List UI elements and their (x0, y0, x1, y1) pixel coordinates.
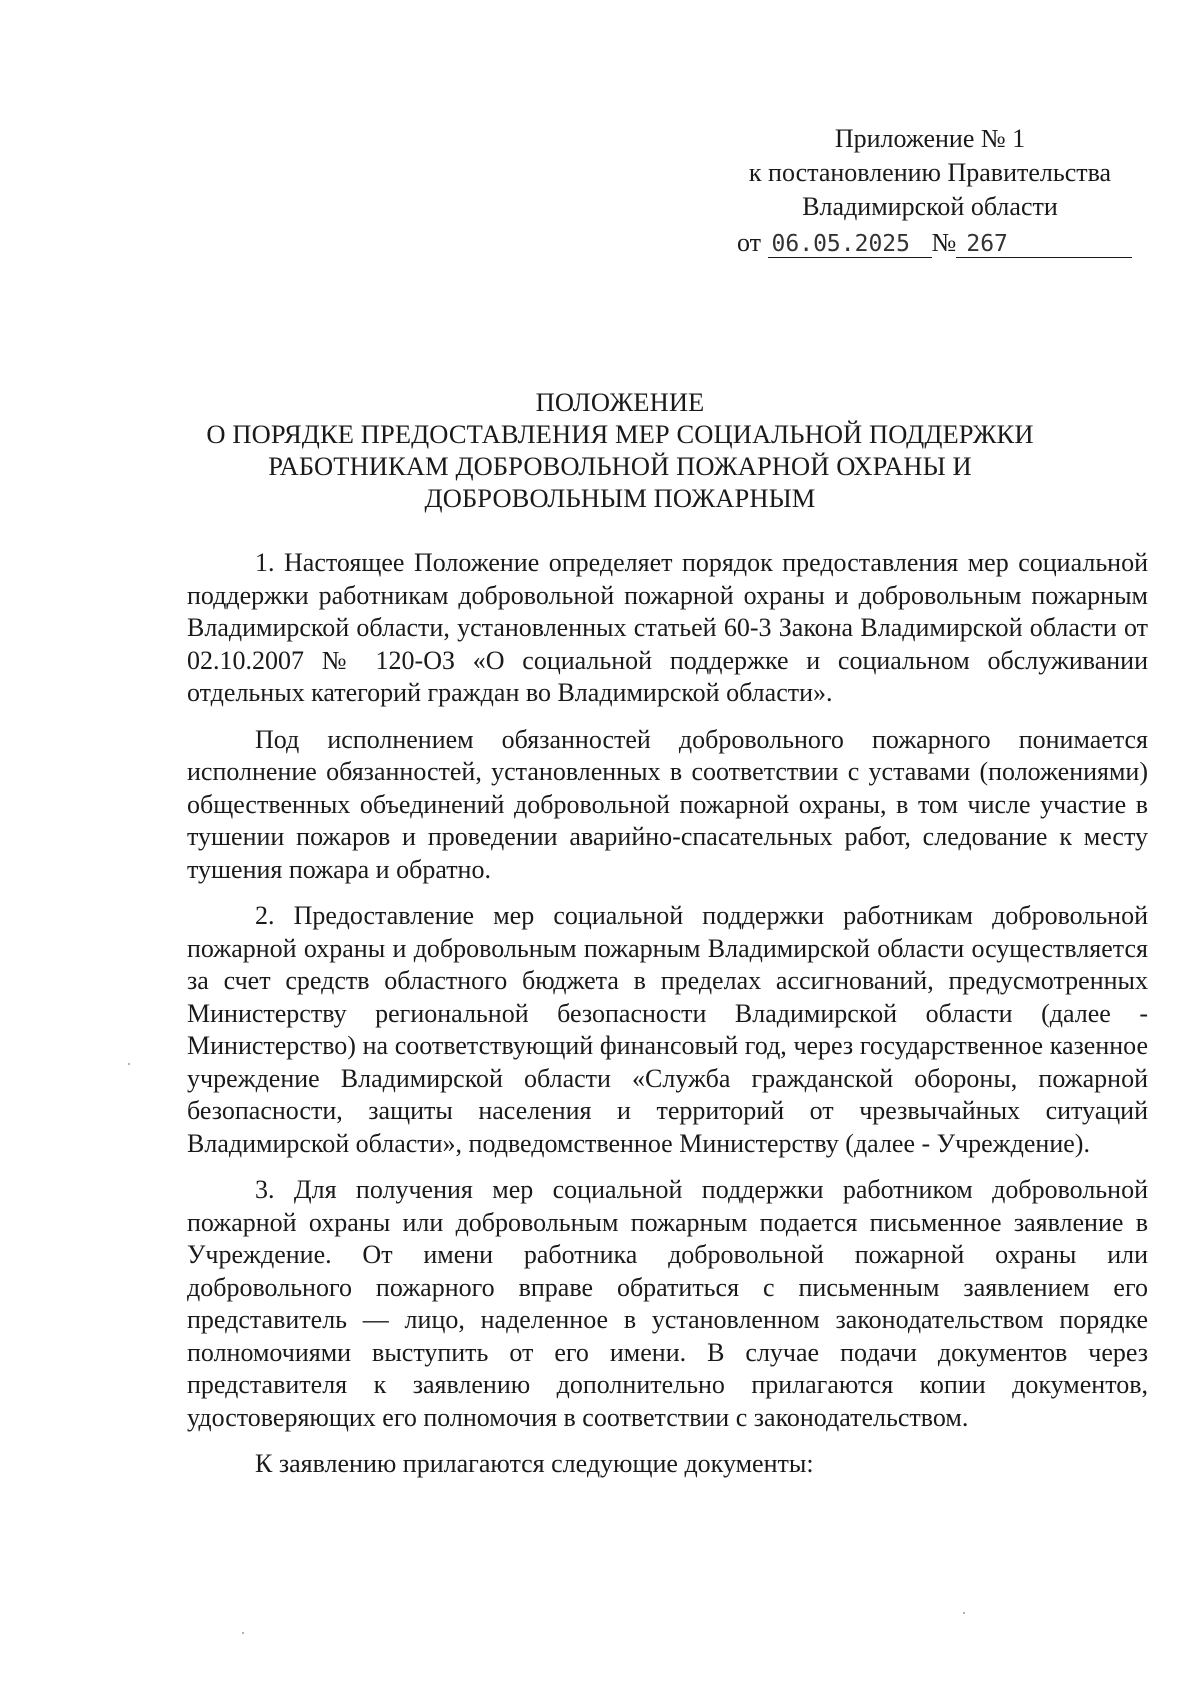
date-prefix: от (737, 228, 762, 257)
appendix-date-number-line (720, 226, 1140, 260)
date-field (768, 230, 932, 258)
scan-speck (128, 1063, 130, 1065)
title-line-3: РАБОТНИКАМ ДОБРОВОЛЬНОЙ ПОЖАРНОЙ ОХРАНЫ И (268, 451, 972, 481)
paragraph-4: 3. Для получения мер социальной поддержки работником добровольной пожарной охраны или добровольным пожарным подается письменное заявление в Учреждение. От имени работника добровольной пожарной охраны или добровольного пожарного вправе обратиться с письменным заявлением его представитель — лицо, наделенное в установленном законодательством порядке полномочиями выступить от его имени. В случае подачи документов через представителя к заявлению дополнительно прилагаются копии документов, удостоверяющих его полномочия в соответствии с законодательством. (187, 1175, 1148, 1432)
paragraph-2: Под исполнением обязанностей добровольного пожарного понимается исполнение обязанностей, установленных в соответствии с уставами (положениями) общественных объединений добровольной пожарной охраны, в том числе участие в тушении пожаров и проведении аварийно-спасательных работ, следование к месту тушения пожара и обратно. (187, 724, 1148, 884)
appendix-resolution-ref: к постановлению Правительства (748, 158, 1112, 187)
appendix-block (720, 122, 1140, 260)
paragraph-3: 2. Предоставление мер социальной поддержки работникам добровольной пожарной охраны и добровольным пожарным Владимирской области осуществляется за счет средств областного бюджета в пределах ассигнований, предусмотренных Министерству региональной безопасности Владимирской области (далее - Министерство) на соответствующий финансовый год, через государственное казенное учреждение Владимирской области «Служба гражданской обороны, пожарной безопасности, защиты населения и территорий от чрезвычайных ситуаций Владимирской области», подведомственное Министерству (далее - Учреждение). (187, 901, 1148, 1158)
title-line-1: ПОЛОЖЕНИЕ (535, 387, 705, 417)
paragraph-1: 1. Настоящее Положение определяет порядок предоставления мер социальной поддержки работникам добровольной пожарной охраны и добровольным пожарным Владимирской области, установленных статьей 60-3 Закона Владимирской области от 02.10.2007 № 120-ОЗ «О социальной поддержке и социальном обслуживании отдельных категорий граждан во Владимирской области». (187, 548, 1148, 707)
number-field (956, 230, 1132, 258)
document-title (180, 386, 1060, 514)
appendix-number: Приложение № 1 (834, 124, 1026, 153)
number-sign: № (931, 228, 957, 257)
document-body (187, 547, 1148, 1495)
title-line-4: ДОБРОВОЛЬНЫМ ПОЖАРНЫМ (424, 483, 816, 513)
scan-speck (242, 1632, 244, 1634)
appendix-region: Владимирской области (802, 192, 1058, 221)
resolution-date: 06.05.2025 (771, 231, 911, 257)
paragraph-5: К заявлению прилагаются следующие документы: (255, 1449, 814, 1478)
scan-speck (963, 1612, 965, 1614)
title-line-2: О ПОРЯДКЕ ПРЕДОСТАВЛЕНИЯ МЕР СОЦИАЛЬНОЙ ПОДДЕРЖКИ (206, 419, 1034, 449)
resolution-number: 267 (966, 231, 1008, 257)
